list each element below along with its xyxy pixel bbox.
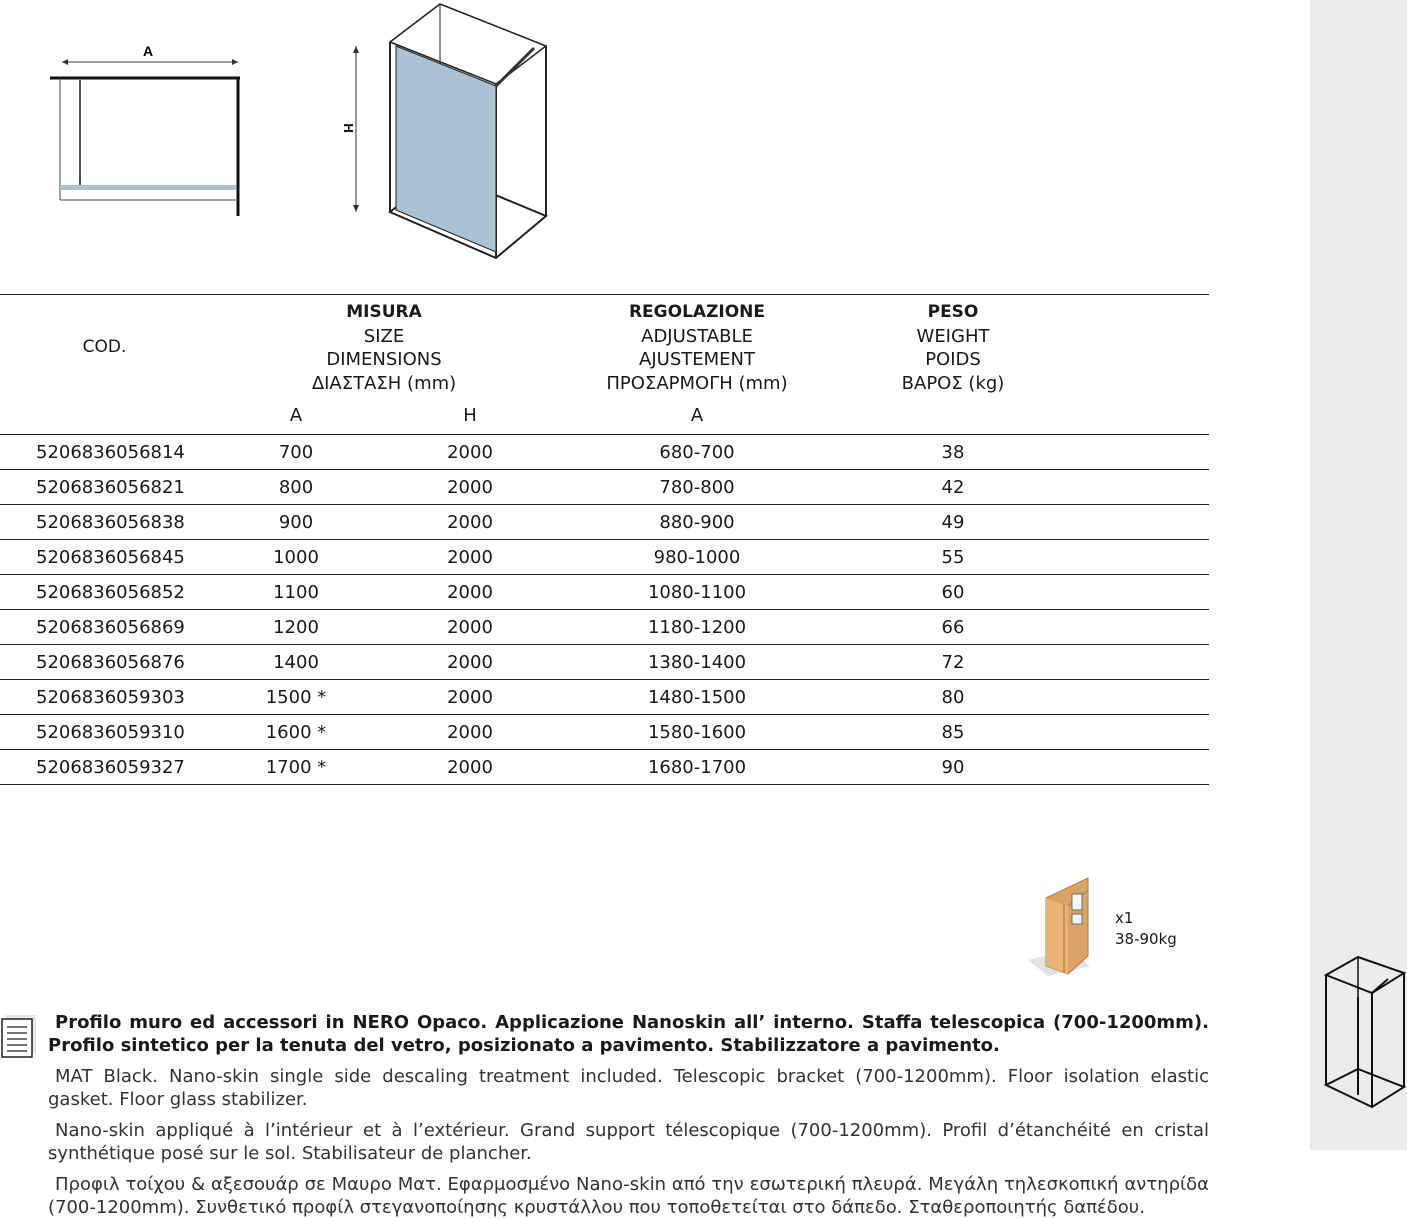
size-a-cell: 1600 * [210,715,382,750]
adjust-cell: 780-800 [558,470,836,505]
code-cell: 5206836056852 [0,575,210,610]
weight-cell: 42 [836,470,1070,505]
size-h-cell: 2000 [382,470,558,505]
size-h-cell: 2000 [382,715,558,750]
subheader-adjust-a: A [690,404,704,426]
size-h-cell: 2000 [382,750,558,785]
adjust-header-gr: ΠΡΟΣΑΡΜΟΓΗ (mm) [606,372,788,394]
size-h-cell: 2000 [382,610,558,645]
description-greek-text: Προφιλ τοίχου & αξεσουάρ σε Μαυρο Ματ. Εφαρμοσμένο Nano-skin από την εσωτερική πλευρά. Μεγάλη τηλεσκοπική αντηρίδα (700-1200mm). Συνθετικό προφίλ στεγανοποίησης κρυστάλλου που τοποθετείται στο δάπεδο. Σταθεροποιητής δαπέδου. [48,1174,1209,1218]
weight-cell: 72 [836,645,1070,680]
size-a-cell: 1500 * [210,680,382,715]
table-row [0,645,1209,680]
size-a-cell: 1400 [210,645,382,680]
adjust-cell: 680-700 [558,435,836,470]
table-row [0,435,1209,470]
weight-header-gr: ΒΑΡΟΣ (kg) [901,372,1005,394]
size-a-cell: 1000 [210,540,382,575]
size-a-cell: 1200 [210,610,382,645]
code-cell: 5206836056838 [0,505,210,540]
adjust-cell: 1580-1600 [558,715,836,750]
package-box-icon [1024,876,1094,980]
empty-cell [1070,435,1209,470]
adjust-cell: 1380-1400 [558,645,836,680]
size-a-cell: 1700 * [210,750,382,785]
size-h-cell: 2000 [382,540,558,575]
weight-cell: 66 [836,610,1070,645]
adjust-cell: 1680-1700 [558,750,836,785]
size-a-cell: 700 [210,435,382,470]
description-french-text: Nano-skin appliqué à l’intérieur et à l’extérieur. Grand support télescopique (700-1200mm). Profil d’étanchéité en cristal synthétique posé sur le sol. Stabilisateur de plancher. [48,1120,1209,1164]
empty-cell [1070,505,1209,540]
code-cell: 5206836059327 [0,750,210,785]
adjust-cell: 980-1000 [558,540,836,575]
package-qty: x1 [1115,909,1134,927]
code-cell: 5206836056876 [0,645,210,680]
code-cell: 5206836056814 [0,435,210,470]
table-row [0,470,1209,505]
code-cell: 5206836056869 [0,610,210,645]
product-spec-table [0,294,1209,785]
size-h-cell: 2000 [382,505,558,540]
size-h-cell: 2000 [382,575,558,610]
table-row [0,750,1209,785]
weight-cell: 55 [836,540,1070,575]
description-italian [48,1011,1209,1057]
description-greek [48,1173,1209,1219]
empty-cell [1070,680,1209,715]
package-weight-range: 38-90kg [1115,930,1177,948]
weight-cell: 85 [836,715,1070,750]
elevation-perspective-diagram [336,0,551,264]
shower-outline-drawing [1322,953,1406,1113]
description-english-text: MAT Black. Nano-skin single side descaling treatment included. Telescopic bracket (700-1200mm). Floor isolation elastic gasket. Floor glass stabilizer. [48,1066,1209,1110]
weight-cell: 90 [836,750,1070,785]
code-cell: 5206836059310 [0,715,210,750]
document-list-icon [0,1013,38,1059]
size-a-cell: 800 [210,470,382,505]
size-a-cell: 900 [210,505,382,540]
weight-cell: 60 [836,575,1070,610]
weight-cell: 49 [836,505,1070,540]
description-english [48,1065,1209,1111]
size-h-cell: 2000 [382,680,558,715]
adjust-header-fr: AJUSTEMENT [639,349,755,370]
empty-cell [1070,715,1209,750]
code-column-header: COD. [0,295,210,397]
weight-column-header [836,295,1070,397]
adjust-cell: 1080-1100 [558,575,836,610]
table-row [0,680,1209,715]
code-cell: 5206836059303 [0,680,210,715]
weight-header-en: WEIGHT [916,325,990,347]
code-cell: 5206836056821 [0,470,210,505]
subheader-h: H [463,404,477,426]
size-a-cell: 1100 [210,575,382,610]
size-h-cell: 2000 [382,645,558,680]
size-column-header [210,295,558,397]
size-header-it: MISURA [346,302,422,322]
empty-cell [1070,540,1209,575]
adjust-column-header [558,295,836,397]
table-header-row [0,295,1209,397]
description-french [48,1119,1209,1165]
adjust-header-it: REGOLAZIONE [628,302,766,322]
empty-cell [1070,470,1209,505]
adjust-header-en: ADJUSTABLE [641,325,753,347]
adjust-cell: 880-900 [558,505,836,540]
size-header-fr: DIMENSIONS [326,349,442,370]
weight-header-fr: POIDS [925,349,981,370]
code-cell: 5206836056845 [0,540,210,575]
elevation-dimension-label: H [341,123,356,133]
plan-view-diagram [40,36,250,222]
plan-dimension-label: A [142,43,154,59]
empty-cell [1070,645,1209,680]
size-header-en: SIZE [363,325,405,347]
adjust-cell: 1480-1500 [558,680,836,715]
table-row [0,575,1209,610]
table-row [0,540,1209,575]
table-row [0,505,1209,540]
empty-cell [1070,575,1209,610]
table-row [0,715,1209,750]
weight-cell: 80 [836,680,1070,715]
subheader-a: A [289,404,303,426]
weight-header-it: PESO [927,302,979,322]
table-row [0,610,1209,645]
table-subheader-row [0,396,1209,435]
adjust-cell: 1180-1200 [558,610,836,645]
empty-cell [1070,750,1209,785]
package-info [1115,908,1177,950]
weight-cell: 38 [836,435,1070,470]
size-header-gr: ΔΙΑΣΤΑΣΗ (mm) [311,372,457,394]
size-h-cell: 2000 [382,435,558,470]
description-italian-text: Profilo muro ed accessori in NERO Opaco. Applicazione Nanoskin all’ interno. Staffa telescopica (700-1200mm). Profilo sintetico per la tenuta del vetro, posizionato a pavimento. Stabilizzatore a pavimento. [48,1012,1209,1056]
empty-cell [1070,610,1209,645]
